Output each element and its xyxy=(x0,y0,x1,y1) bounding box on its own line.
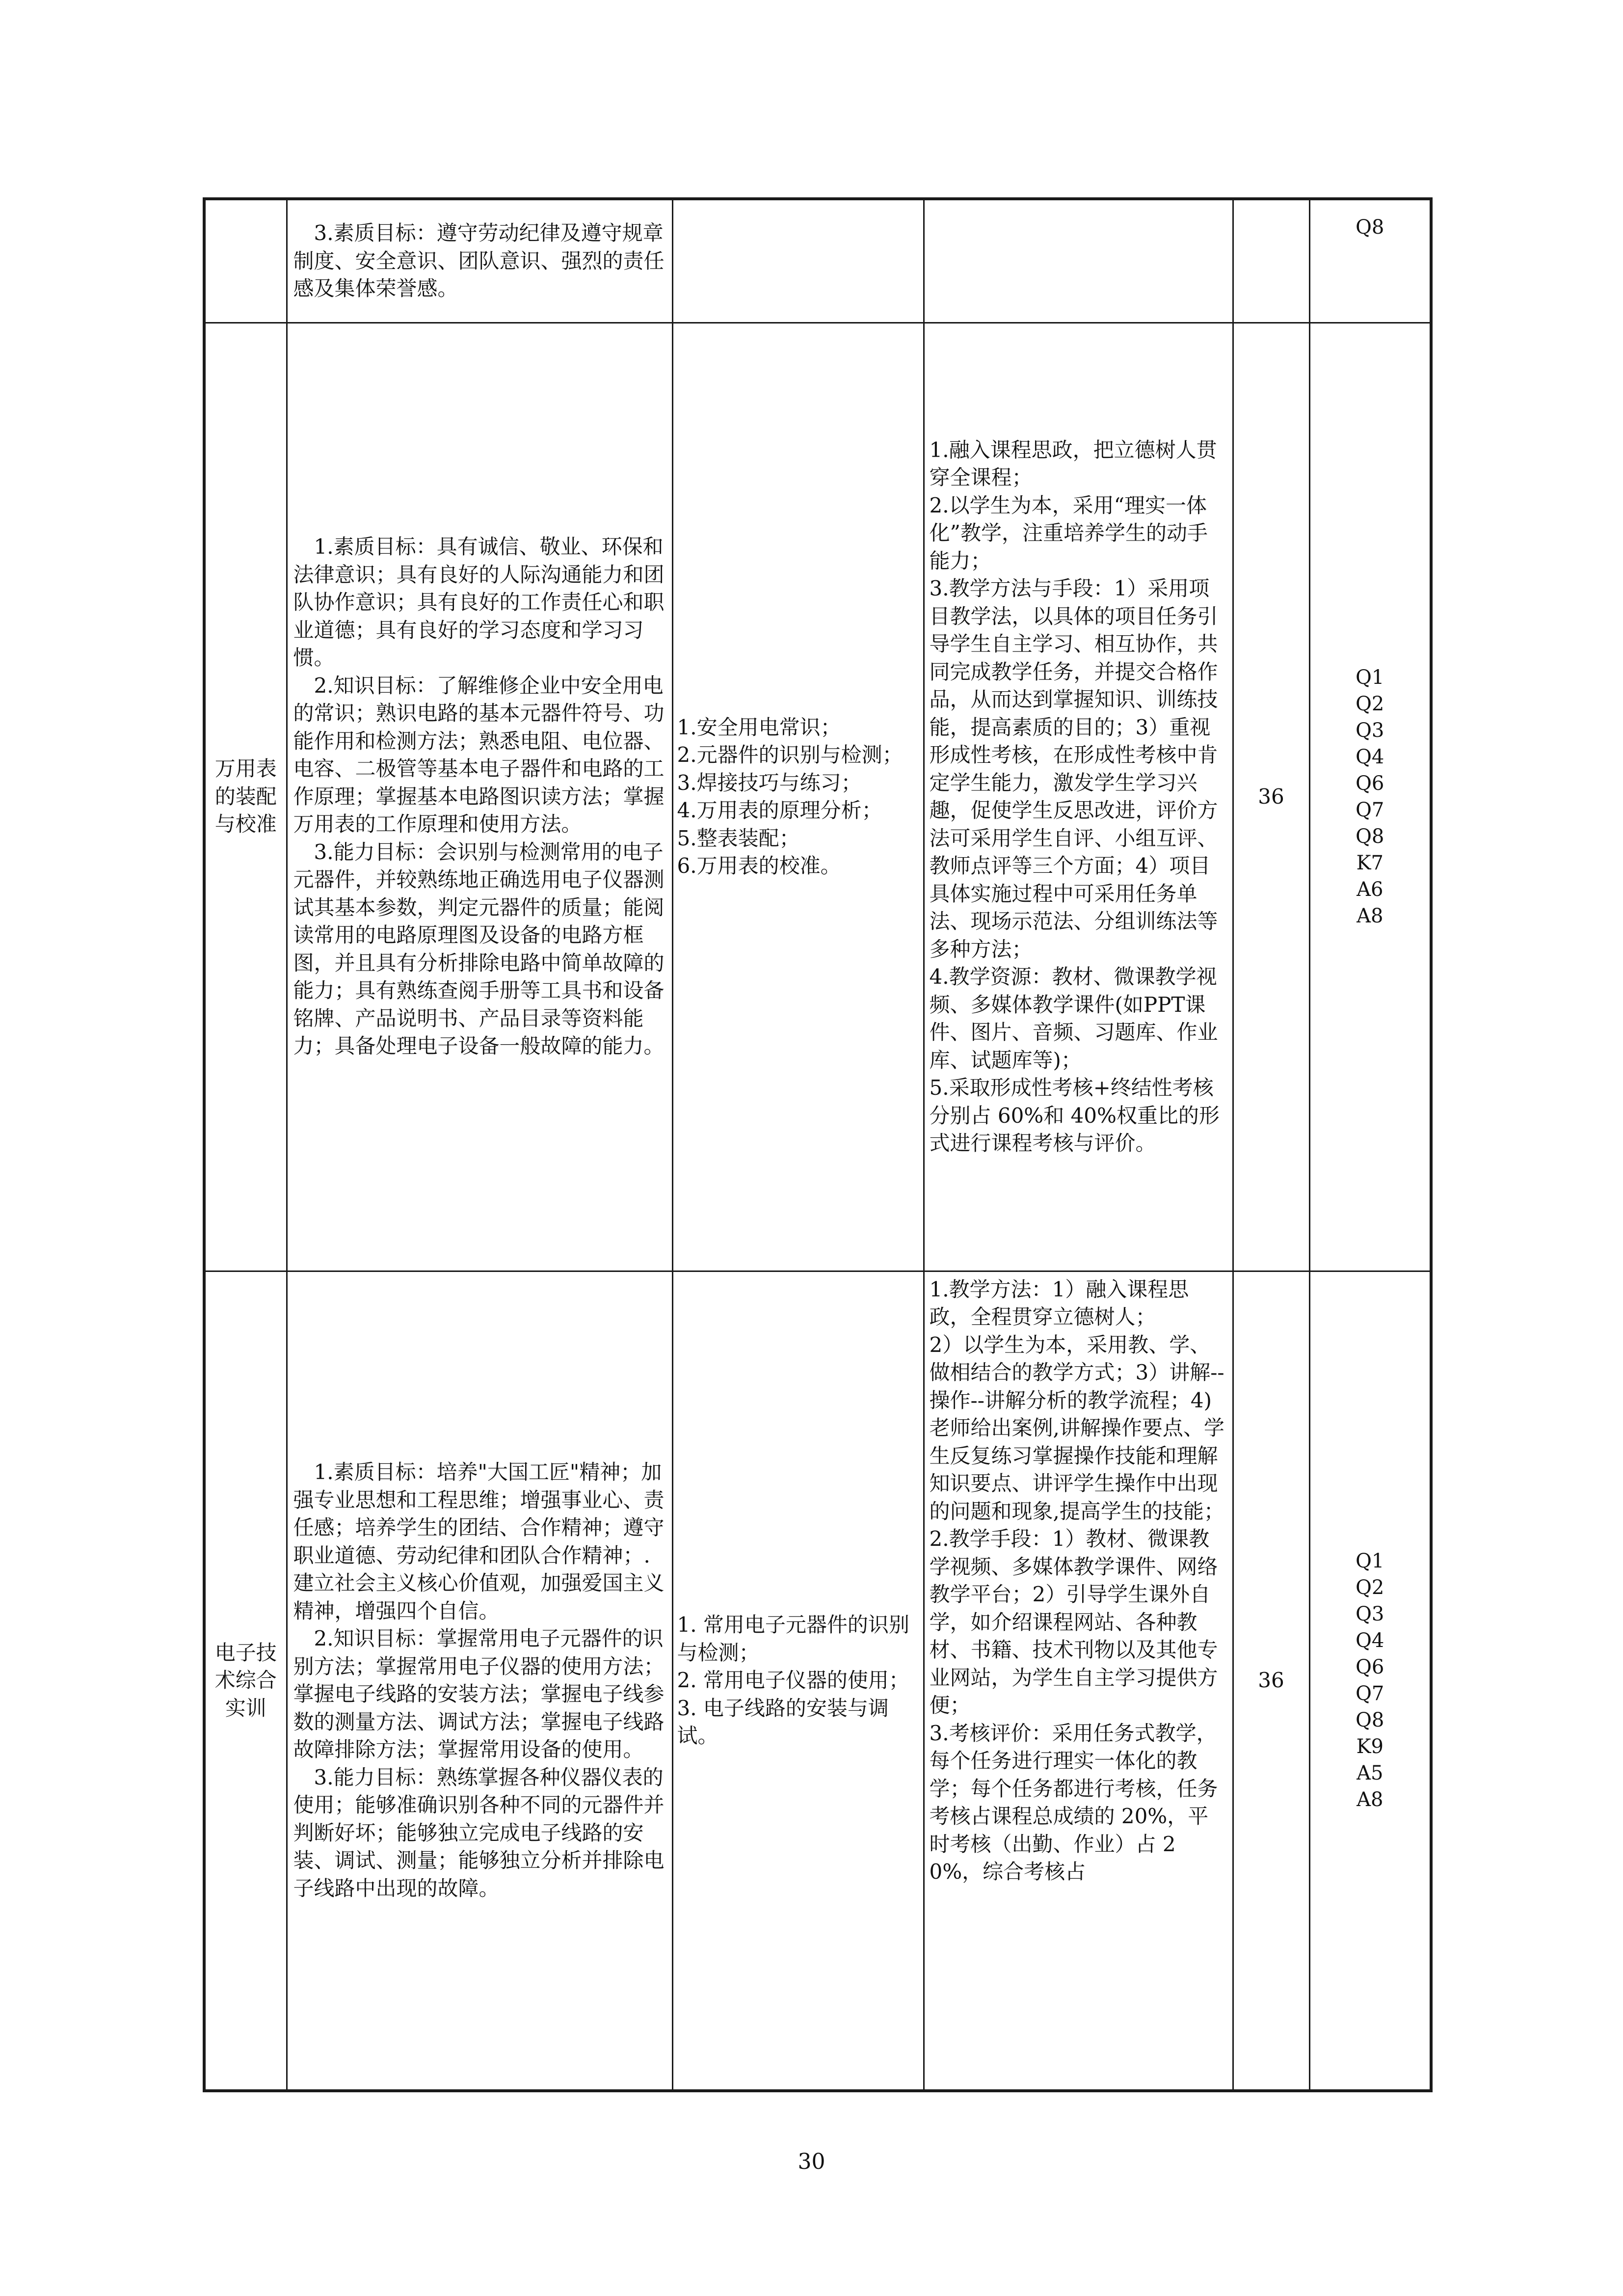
hours-cell xyxy=(1233,199,1309,323)
course-objectives: 1.素质目标：培养"大国工匠"精神；加强专业思想和工程思维；增强事业心、责任感；培养学生的团结、合作精神；遵守职业道德、劳动纪律和团队合作精神；.建立社会主义核心价值观，加强爱国主义精神，增强四个自信。 2.知识目标：掌握常用电子元器件的识别方法；掌握常用电子仪器的使用方法；掌握电子线路的安装方法；掌握电子线参数的测量方法、调试方法；掌握电子线路故障排除方法；掌握常用设备的使用。 3.能力目标：熟练掌握各种仪器仪表的使用；能够准确识别各种不同的元器件并判断好坏；能够独立完成电子线路的安装、调试、测量；能够独立分析并排除电子线路中出现的故障。 xyxy=(293,1460,665,1900)
course-name-cell xyxy=(204,1271,287,2091)
hours-cell xyxy=(1233,323,1309,1271)
methods-cell xyxy=(924,323,1233,1271)
course-name: 万用表的装配与校准 xyxy=(214,756,277,837)
teaching-methods xyxy=(925,257,1232,265)
content-cell xyxy=(672,199,924,323)
course-content: 1.安全用电常识； 2.元器件的识别与检测； 3.焊接技巧与练习； 4.万用表的原理分析； 5.整表装配； 6.万用表的校准。 xyxy=(677,715,903,878)
methods-cell xyxy=(924,1271,1233,2091)
table-row xyxy=(204,1271,1431,2091)
codes-cell xyxy=(1309,1271,1431,2091)
course-content: 1. 常用电子元器件的识别与检测； 2. 常用电子仪器的使用； 3. 电子线路的安装与调试。 xyxy=(677,1613,909,1748)
competency-codes: Q1 Q2 Q3 Q4 Q6 Q7 Q8 K9 A5 A8 xyxy=(1356,1550,1384,1811)
competency-codes: Q8 xyxy=(1356,216,1384,239)
teaching-methods: 1.教学方法：1）融入课程思政，全程贯穿立德树人； 2）以学生为本，采用教、学、做相结合的教学方式；3）讲解--操作--讲解分析的教学流程；4)老师给出案例,讲解操作要点、学生反复练习掌握操作技能和理解知识要点、讲评学生操作中出现的问题和现象,提高学生的技能； 2.教学手段：1）教材、微课教学视频、多媒体教学课件、网络教学平台；2）引导学生课外自学，如介绍课程网站、各种教材、书籍、技术刊物以及其他专业网站，为学生自主学习提供方便； 3.考核评价：采用任务式教学，每个任务进行理实一体化的教学；每个任务都进行考核，任务考核占课程总成绩的 20%，平时考核（出勤、作业）占 20%，综合考核占 xyxy=(929,1277,1224,1884)
competency-codes: Q1 Q2 Q3 Q4 Q6 Q7 Q8 K7 A6 A8 xyxy=(1356,666,1384,927)
table-row xyxy=(204,199,1431,323)
objectives-cell xyxy=(287,323,672,1271)
codes-cell xyxy=(1309,323,1431,1271)
course-hours: 36 xyxy=(1258,1668,1284,1692)
course-table xyxy=(203,197,1433,2092)
course-objectives: 3.素质目标：遵守劳动纪律及遵守规章制度、安全意识、团队意识、强烈的责任感及集体荣誉感。 xyxy=(293,221,665,300)
codes-cell xyxy=(1309,199,1431,323)
objectives-cell xyxy=(287,199,672,323)
course-name-cell xyxy=(204,323,287,1271)
page-number: 30 xyxy=(798,2149,825,2174)
course-name: 电子技术综合实训 xyxy=(214,1640,277,1720)
teaching-methods: 1.融入课程思政，把立德树人贯穿全课程； 2.以学生为本，采用“理实一体化”教学，注重培养学生的动手能力； 3.教学方法与手段：1）采用项目教学法，以具体的项目任务引导学生自主学习、相互协作，共同完成教学任务，并提交合格作品，从而达到掌握知识、训练技能，提高素质的目的；3）重视形成性考核，在形成性考核中肯定学生能力，激发学生学习兴趣，促使学生反思改进，评价方法可采用学生自评、小组互评、教师点评等三个方面；4）项目具体实施过程中可采用任务单法、现场示范法、分组训练法等多种方法； 4.教学资源：教材、微课教学视频、多媒体教学课件(如PPT课件、图片、音频、习题库、作业库、试题库等)； 5.采取形成性考核+终结性考核分别占 60%和 40%权重比的形式进行课程考核与评价。 xyxy=(929,437,1220,1155)
table-row xyxy=(204,323,1431,1271)
course-name-cell xyxy=(204,199,287,323)
course-hours: 36 xyxy=(1258,784,1284,809)
course-objectives: 1.素质目标：具有诚信、敬业、环保和法律意识；具有良好的人际沟通能力和团队协作意识；具有良好的工作责任心和职业道德；具有良好的学习态度和学习习惯。 2.知识目标：了解维修企业中安全用电的常识；熟识电路的基本元器件符号、功能作用和检测方法；熟悉电阻、电位器、电容、二极管等基本电子器件和电路的工作原理；掌握基本电路图识读方法；掌握万用表的工作原理和使用方法。 3.能力目标：会识别与检测常用的电子元器件，并较熟练地正确选用电子仪器测试其基本参数，判定元器件的质量；能阅读常用的电路原理图及设备的电路方框图，并且具有分析排除电路中简单故障的能力；具有熟练查阅手册等工具书和设备铭牌、产品说明书、产品目录等资料能力；具备处理电子设备一般故障的能力。 xyxy=(293,535,665,1058)
content-cell xyxy=(672,323,924,1271)
course-content xyxy=(673,257,923,265)
hours-cell xyxy=(1233,1271,1309,2091)
methods-cell xyxy=(924,199,1233,323)
objectives-cell xyxy=(287,1271,672,2091)
content-cell xyxy=(672,1271,924,2091)
